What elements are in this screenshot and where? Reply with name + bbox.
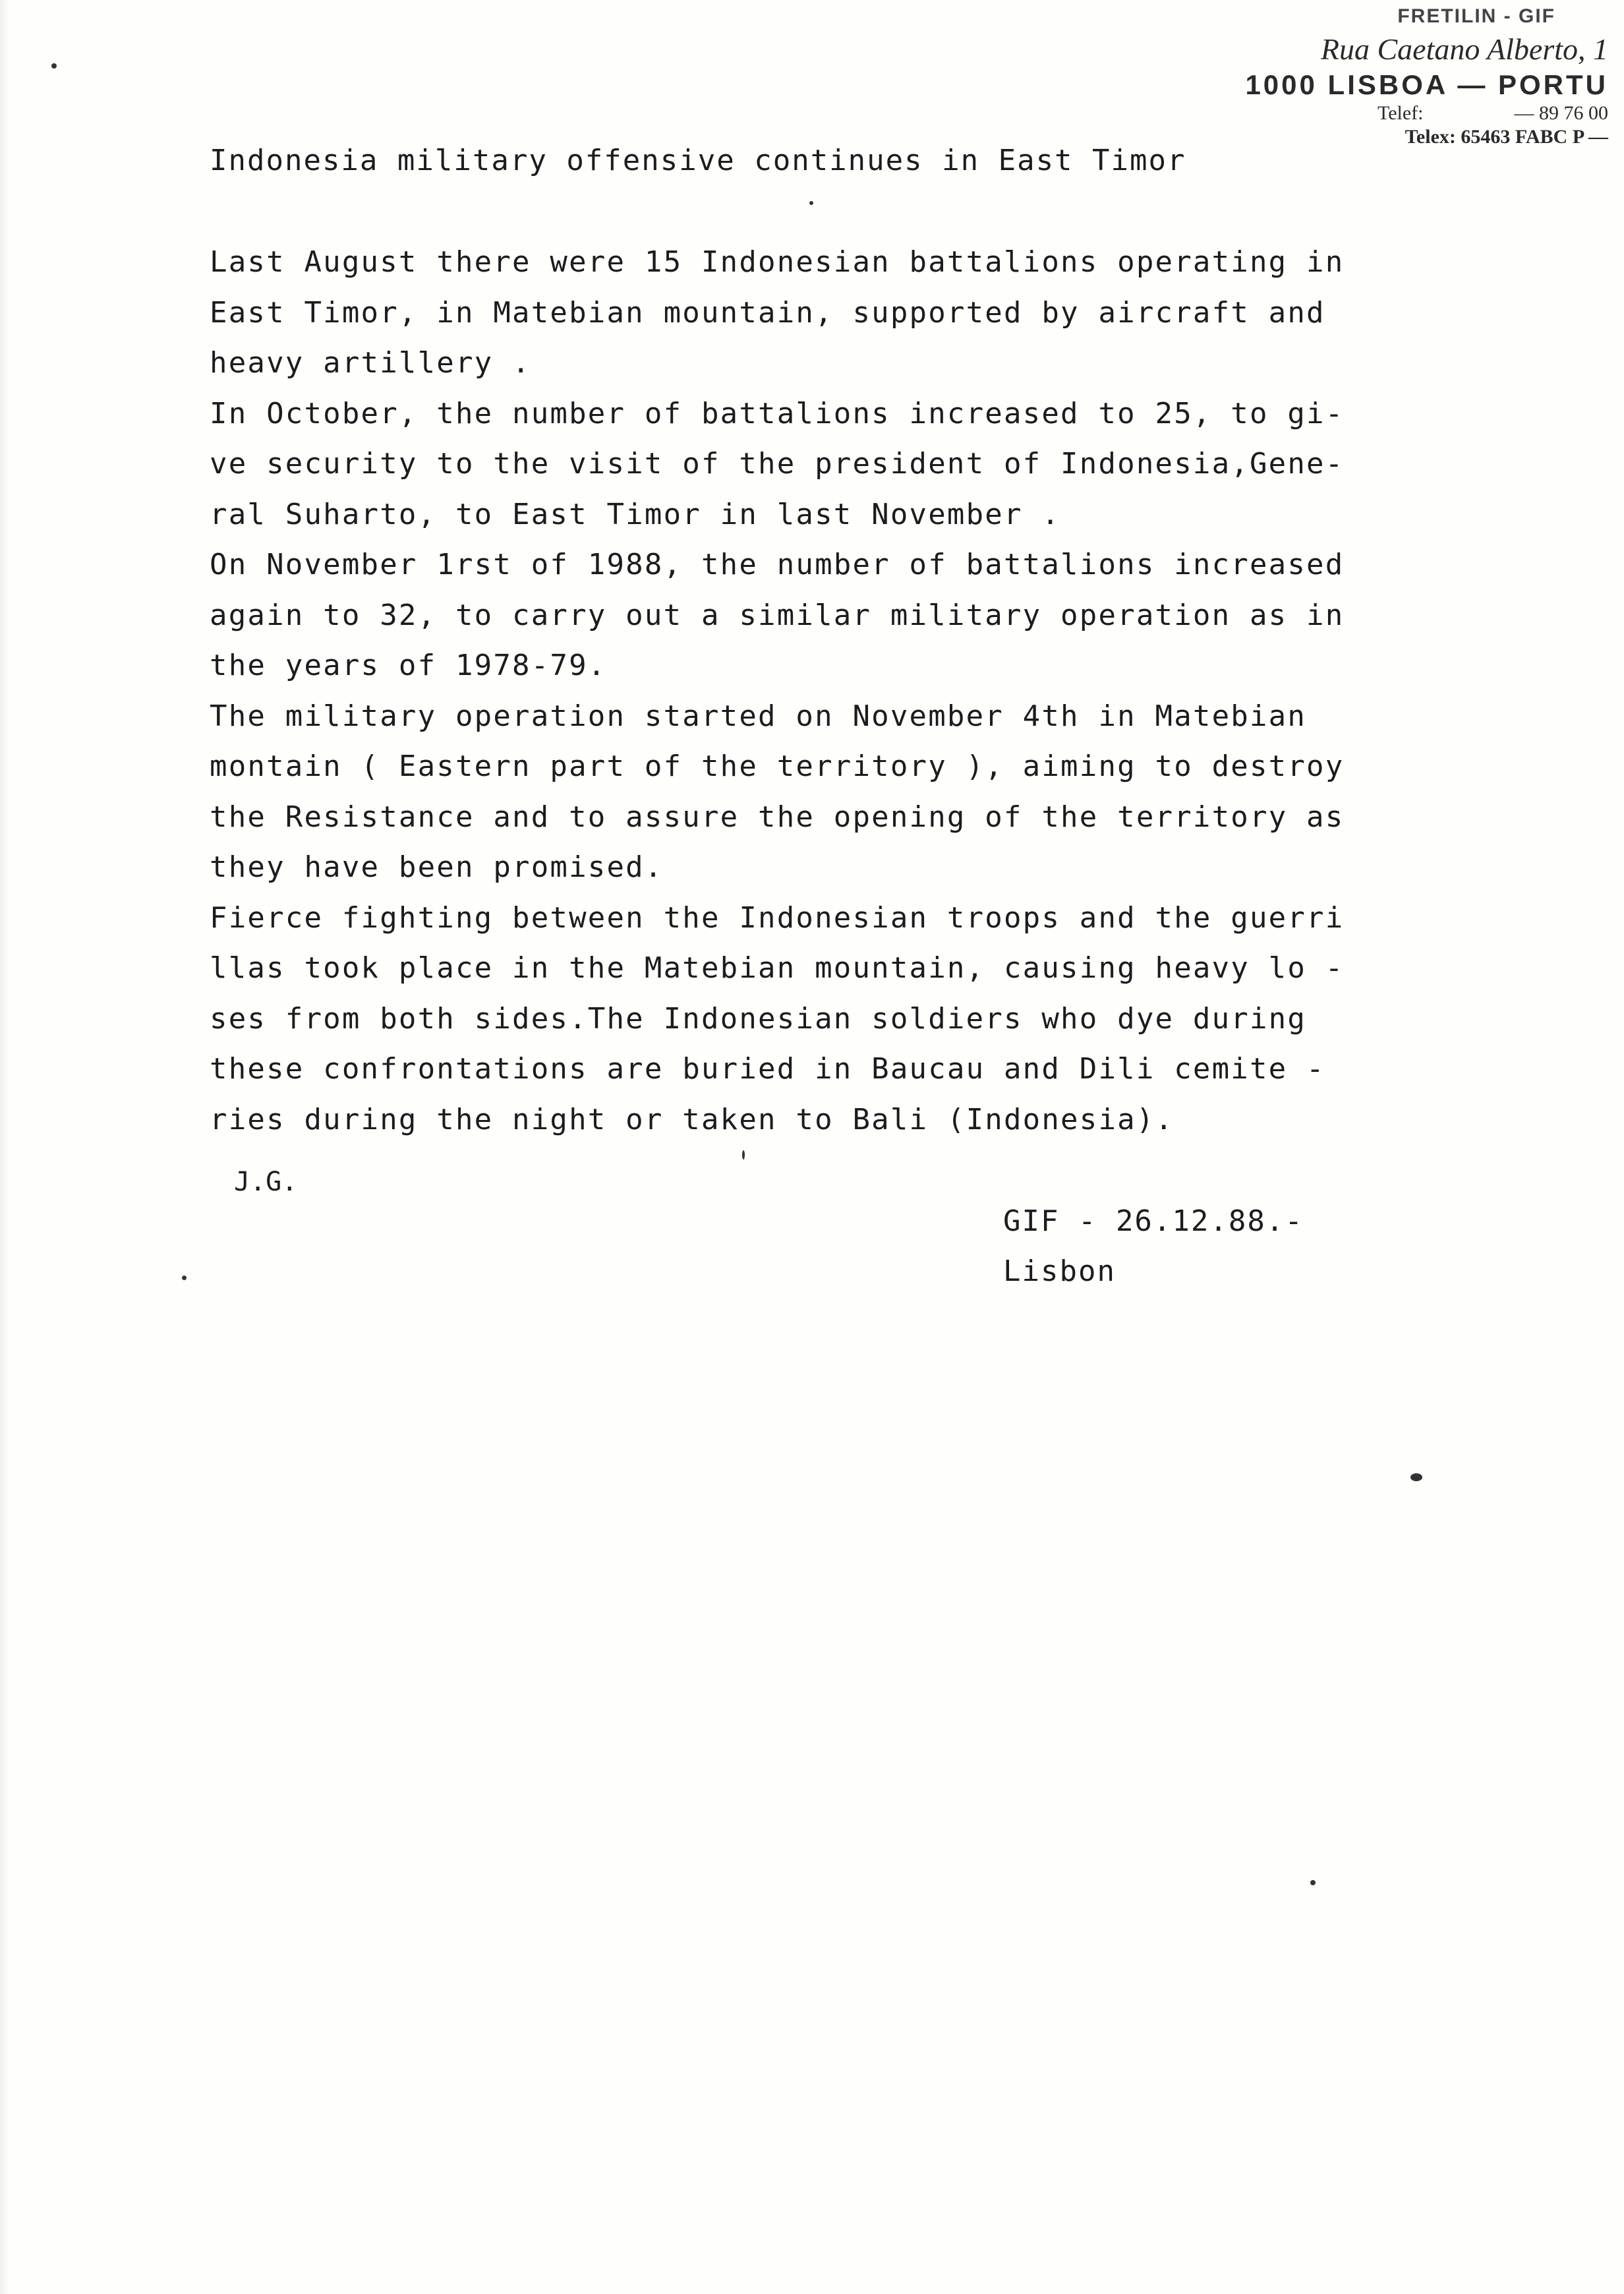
signature-place: Lisbon	[1003, 1254, 1116, 1288]
author-initials: J.G.	[234, 1167, 298, 1197]
body-line: In October, the number of battalions increased to 25, to gi-	[210, 396, 1345, 430]
body-line: ve security to the visit of the president of Indonesia,Gene-	[210, 447, 1345, 481]
document-title: Indonesia military offensive continues in East Timor	[210, 144, 1186, 177]
body-line: ral Suharto, to East Timor in last November .	[210, 497, 1061, 531]
stamp-street: Rua Caetano Alberto, 1	[1320, 32, 1608, 66]
document-body	[210, 237, 1501, 1145]
body-line: these confrontations are buried in Baucau and Dili cemite -	[210, 1052, 1325, 1086]
scan-speck	[1310, 1880, 1316, 1885]
body-line: ses from both sides.The Indonesian soldiers who dye during	[210, 1001, 1307, 1036]
body-line: On November 1rst of 1988, the number of battalions increased	[210, 548, 1345, 581]
body-line: Last August there were 15 Indonesian battalions operating in	[210, 245, 1345, 279]
stamp-telef	[1239, 102, 1608, 125]
address-stamp	[1239, 5, 1608, 148]
stamp-telef-value: — 89 76 00	[1514, 102, 1608, 124]
body-line: again to 32, to carry out a similar military operation as in	[210, 598, 1345, 632]
scan-speck	[1410, 1473, 1422, 1481]
stamp-city: 1000 LISBOA — PORTU	[1245, 69, 1608, 100]
stamp-telex: Telex: 65463 FABC P —	[1405, 126, 1608, 148]
body-line: The military operation started on November 4th in Matebian	[210, 699, 1307, 733]
signature-date-line: GIF - 26.12.88.-	[1003, 1204, 1304, 1238]
stamp-telef-label: Telef:	[1378, 102, 1424, 124]
stamp-org: FRETILIN - GIF	[1397, 5, 1555, 27]
body-line: they have been promised.	[210, 850, 664, 884]
signature-block	[1003, 1196, 1304, 1297]
scan-speck	[809, 201, 813, 205]
body-line: the years of 1978-79.	[210, 649, 607, 682]
body-line: East Timor, in Matebian mountain, supported by aircraft and	[210, 295, 1325, 330]
scan-edge-shadow	[0, 0, 9, 2294]
body-line: heavy artillery .	[210, 346, 531, 380]
body-line: ries during the night or taken to Bali (Indonesia).	[210, 1102, 1174, 1136]
scan-speck	[742, 1150, 745, 1160]
body-line: montain ( Eastern part of the territory ), aiming to destroy	[210, 750, 1345, 783]
scan-speck	[51, 63, 57, 69]
body-line: the Resistance and to assure the opening of the territory as	[210, 800, 1345, 834]
body-line: llas took place in the Matebian mountain, causing heavy lo -	[210, 951, 1345, 985]
body-line: Fierce fighting between the Indonesian troops and the guerri	[210, 900, 1345, 935]
scan-speck	[182, 1276, 187, 1280]
